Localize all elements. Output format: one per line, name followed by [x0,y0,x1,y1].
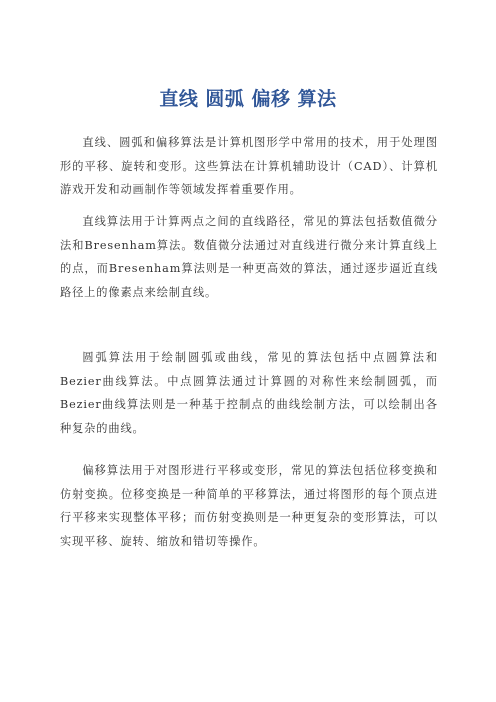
document-title: 直线 圆弧 偏移 算法 [159,88,337,110]
paragraph-arc-algorithm: 圆弧算法用于绘制圆弧或曲线，常见的算法包括中点圆算法和Bezier曲线算法。中点圆算法通过计算圆的对称性来绘制圆弧，而Bezier曲线算法则是一种基于控制点的曲线绘制方法，可以绘制出各种复杂的曲线。 [60,351,438,435]
paragraph-line-algorithm: 直线算法用于计算两点之间的直线路径，常见的算法包括数值微分法和Bresenham算法。数值微分法通过对直线进行微分来计算直线上的点，而Bresenham算法则是一种更高效的算法，通过逐步逼近直线路径上的像素点来绘制直线。 [60,215,438,299]
paragraph-offset-algorithm: 偏移算法用于对图形进行平移或变形，常见的算法包括位移变换和仿射变换。位移变换是一种简单的平移算法，通过将图形的每个顶点进行平移来实现整体平移；而仿射变换则是一种更复杂的变形算法，可以实现平移、旋转、缩放和错切等操作。 [60,464,438,548]
paragraph-intro: 直线、圆弧和偏移算法是计算机图形学中常用的技术，用于处理图形的平移、旋转和变形。这些算法在计算机辅助设计（CAD）、计算机游戏开发和动画制作等领域发挥着重要作用。 [60,136,438,196]
